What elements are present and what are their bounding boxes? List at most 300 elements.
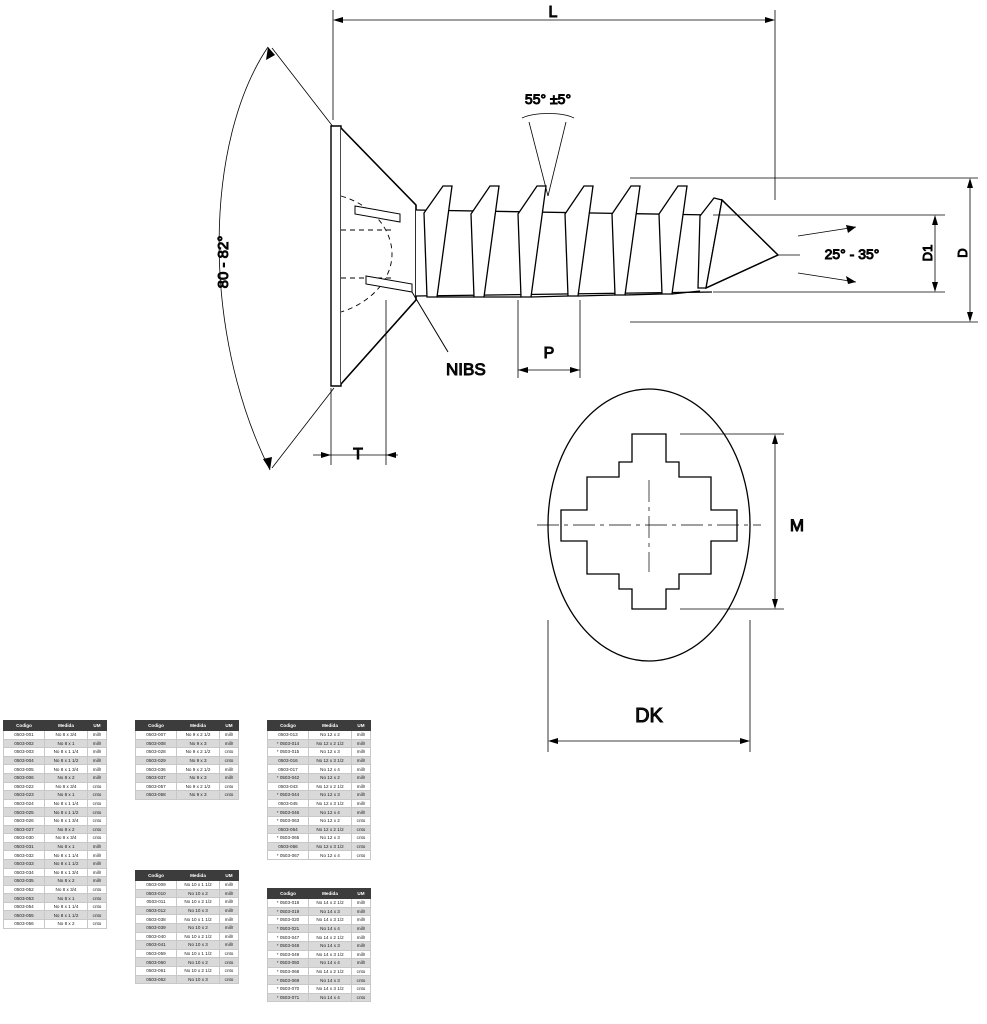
cell-medida: No 8 x 1 xyxy=(45,842,88,851)
cell-codigo: 0503-008 xyxy=(136,739,177,748)
cell-um: millr xyxy=(88,851,107,860)
screw-thread xyxy=(416,186,778,297)
cell-medida: No 9 x 2 1/2 xyxy=(177,782,220,791)
label-P: P xyxy=(543,345,555,362)
table-row xyxy=(4,816,107,825)
cell-medida: No 8 x 1 1/2 xyxy=(45,808,88,817)
cell-medida: No 10 x 2 xyxy=(177,889,220,898)
cell-um: cnto xyxy=(88,911,107,920)
cell-medida: No 12 x 3 xyxy=(309,748,352,757)
table-row xyxy=(268,993,371,1002)
cell-medida: No 12 x 3 xyxy=(309,791,352,800)
cell-um: millr xyxy=(220,923,239,932)
table-row xyxy=(268,782,371,791)
cell-codigo: 0503-025 xyxy=(4,808,45,817)
table-row xyxy=(4,894,107,903)
cell-codigo: 0503-033 xyxy=(4,859,45,868)
cell-codigo: 0503-012 xyxy=(136,906,177,915)
cell-medida: No 8 x 3/4 xyxy=(45,782,88,791)
col-codigo: Codigo xyxy=(4,721,45,731)
cell-um: cnto xyxy=(88,799,107,808)
cell-medida: No 8 x 1 1/2 xyxy=(45,911,88,920)
table-row xyxy=(4,920,107,929)
parts-table-2b xyxy=(135,870,239,984)
label-DK: DK xyxy=(635,705,663,727)
cell-codigo: 0503-029 xyxy=(136,756,177,765)
table-row xyxy=(268,816,371,825)
table-row xyxy=(136,906,239,915)
cell-um: cnto xyxy=(88,816,107,825)
cell-um: millr xyxy=(352,950,371,959)
table-row xyxy=(136,731,239,740)
cell-codigo: 0503-039 xyxy=(136,923,177,932)
cell-medida: No 8 x 1 xyxy=(45,739,88,748)
cell-medida: No 9 x 3 xyxy=(177,739,220,748)
cell-um: cnto xyxy=(88,920,107,929)
cell-codigo: * 0503-019 xyxy=(268,907,309,916)
table-row xyxy=(4,756,107,765)
cell-codigo: * 0503-020 xyxy=(268,916,309,925)
cell-um: millr xyxy=(352,799,371,808)
cell-medida: No 9 x 2 1/2 xyxy=(177,731,220,740)
table-row xyxy=(268,731,371,740)
table-row xyxy=(4,782,107,791)
cell-codigo: 0503-022 xyxy=(4,782,45,791)
cell-medida: No 8 x 2 xyxy=(45,773,88,782)
cell-medida: No 8 x 1 1/2 xyxy=(45,859,88,868)
col-medida: Medida xyxy=(309,721,352,731)
cell-codigo: 0503-032 xyxy=(4,851,45,860)
table-row xyxy=(136,915,239,924)
cell-codigo: 0503-017 xyxy=(268,765,309,774)
table-row xyxy=(268,907,371,916)
cell-medida: No 14 x 2 1/2 xyxy=(309,899,352,908)
table-row xyxy=(136,881,239,890)
table-row xyxy=(4,859,107,868)
cell-codigo: 0503-003 xyxy=(4,748,45,757)
cell-um: cnto xyxy=(88,834,107,843)
cell-um: cnto xyxy=(88,791,107,800)
cell-medida: No 9 x 2 1/2 xyxy=(177,765,220,774)
cell-um: cnto xyxy=(352,993,371,1002)
cell-medida: No 10 x 1 1/2 xyxy=(177,915,220,924)
cell-medida: No 8 x 1 3/4 xyxy=(45,868,88,877)
col-medida: Medida xyxy=(177,721,220,731)
cell-um: millr xyxy=(352,899,371,908)
cell-medida: No 14 x 4 xyxy=(309,993,352,1002)
table-row xyxy=(136,966,239,975)
cell-codigo: 0503-037 xyxy=(136,773,177,782)
cell-medida: No 12 x 3 1/2 xyxy=(309,799,352,808)
label-T: T xyxy=(353,446,363,463)
cell-medida: No 8 x 1 1/2 xyxy=(45,756,88,765)
cell-um: millr xyxy=(352,748,371,757)
cell-um: millr xyxy=(220,932,239,941)
cell-um: millr xyxy=(88,756,107,765)
cell-um: millr xyxy=(352,924,371,933)
cell-codigo: * 0503-067 xyxy=(268,851,309,860)
cell-codigo: 0503-011 xyxy=(136,898,177,907)
cell-codigo: 0503-026 xyxy=(4,816,45,825)
cell-um: cnto xyxy=(352,825,371,834)
cell-codigo: * 0503-021 xyxy=(268,924,309,933)
cell-um: millr xyxy=(220,881,239,890)
cell-medida: No 8 x 3/4 xyxy=(45,731,88,740)
table-row xyxy=(268,799,371,808)
cell-medida: No 9 x 3 xyxy=(177,756,220,765)
cell-codigo: 0503-040 xyxy=(136,932,177,941)
cell-medida: No 8 x 1 3/4 xyxy=(45,816,88,825)
table-row xyxy=(268,976,371,985)
cell-codigo: * 0503-048 xyxy=(268,941,309,950)
label-point-angle: 25° - 35° xyxy=(824,246,880,262)
cell-codigo: * 0503-014 xyxy=(268,739,309,748)
cell-um: cnto xyxy=(352,976,371,985)
table-body xyxy=(136,881,239,984)
table-row xyxy=(136,756,239,765)
cell-medida: No 12 x 2 1/2 xyxy=(309,825,352,834)
cell-codigo: * 0503-046 xyxy=(268,808,309,817)
cell-codigo: * 0503-049 xyxy=(268,950,309,959)
cell-medida: No 12 x 3 1/2 xyxy=(309,756,352,765)
table-row xyxy=(136,782,239,791)
cell-um: millr xyxy=(352,959,371,968)
cell-medida: No 10 x 2 1/2 xyxy=(177,932,220,941)
table-row xyxy=(4,911,107,920)
cell-medida: No 14 x 3 xyxy=(309,941,352,950)
table-row xyxy=(268,959,371,968)
screw-head xyxy=(331,126,416,386)
cell-medida: No 12 x 4 xyxy=(309,765,352,774)
cell-medida: No 9 x 3 xyxy=(177,791,220,800)
col-medida: Medida xyxy=(309,889,352,899)
cell-codigo: * 0503-015 xyxy=(268,748,309,757)
cell-medida: No 8 x 2 xyxy=(45,877,88,886)
cell-codigo: 0503-041 xyxy=(136,941,177,950)
cell-um: millr xyxy=(220,898,239,907)
col-um: UM xyxy=(88,721,107,731)
cell-codigo: 0503-035 xyxy=(4,877,45,886)
table-row xyxy=(268,765,371,774)
cell-codigo: * 0503-068 xyxy=(268,967,309,976)
cell-medida: No 12 x 3 1/2 xyxy=(309,842,352,851)
cell-medida: No 8 x 1 3/4 xyxy=(45,765,88,774)
cell-medida: No 10 x 1 1/2 xyxy=(177,949,220,958)
cell-medida: No 10 x 1 1/2 xyxy=(177,881,220,890)
cell-codigo: 0503-034 xyxy=(4,868,45,877)
cell-codigo: 0503-055 xyxy=(4,911,45,920)
col-um: UM xyxy=(352,889,371,899)
parts-table-3b xyxy=(267,888,371,1002)
cell-um: cnto xyxy=(352,851,371,860)
cell-medida: No 9 x 3 xyxy=(177,773,220,782)
cell-um: millr xyxy=(220,765,239,774)
cell-um: cnto xyxy=(352,984,371,993)
cell-medida: No 14 x 3 1/2 xyxy=(309,950,352,959)
table-row xyxy=(136,739,239,748)
cell-codigo: * 0503-044 xyxy=(268,791,309,800)
cell-codigo: 0503-004 xyxy=(4,756,45,765)
table-row xyxy=(136,765,239,774)
cell-um: millr xyxy=(88,877,107,886)
dim-P xyxy=(518,300,580,378)
cell-um: cnto xyxy=(88,894,107,903)
cell-um: cnto xyxy=(88,825,107,834)
table-row xyxy=(268,967,371,976)
table-row xyxy=(136,898,239,907)
col-codigo: Codigo xyxy=(136,721,177,731)
table-row xyxy=(268,950,371,959)
cell-codigo: * 0503-063 xyxy=(268,816,309,825)
cell-codigo: 0503-056 xyxy=(4,920,45,929)
cell-codigo: 0503-006 xyxy=(4,773,45,782)
col-codigo: Codigo xyxy=(136,871,177,881)
cell-medida: No 10 x 2 xyxy=(177,923,220,932)
cell-um: cnto xyxy=(88,885,107,894)
cell-medida: No 14 x 4 xyxy=(309,959,352,968)
cell-um: millr xyxy=(352,782,371,791)
cell-um: millr xyxy=(88,739,107,748)
cell-medida: No 8 x 3/4 xyxy=(45,834,88,843)
table-row xyxy=(4,731,107,740)
cell-codigo: 0503-057 xyxy=(136,782,177,791)
table-body xyxy=(4,731,107,929)
table-row xyxy=(268,808,371,817)
col-medida: Medida xyxy=(45,721,88,731)
cell-codigo: 0503-028 xyxy=(136,748,177,757)
cell-um: millr xyxy=(352,773,371,782)
cell-codigo: 0503-066 xyxy=(268,842,309,851)
cell-um: cnto xyxy=(220,748,239,757)
cell-um: millr xyxy=(220,889,239,898)
cell-codigo: 0503-027 xyxy=(4,825,45,834)
cell-codigo: 0503-016 xyxy=(268,756,309,765)
cell-um: millr xyxy=(352,739,371,748)
cell-medida: No 10 x 2 xyxy=(177,958,220,967)
cell-codigo: 0503-052 xyxy=(4,885,45,894)
table-row xyxy=(136,958,239,967)
col-medida: Medida xyxy=(177,871,220,881)
cell-um: millr xyxy=(220,739,239,748)
table-row xyxy=(4,808,107,817)
cell-codigo: * 0503-065 xyxy=(268,834,309,843)
cell-medida: No 12 x 3 xyxy=(309,834,352,843)
cell-codigo: 0503-058 xyxy=(136,791,177,800)
cell-medida: No 9 x 2 1/2 xyxy=(177,748,220,757)
cell-medida: No 12 x 2 xyxy=(309,731,352,740)
table-row xyxy=(4,842,107,851)
cell-medida: No 10 x 3 xyxy=(177,941,220,950)
cell-um: millr xyxy=(352,907,371,916)
cell-medida: No 8 x 2 xyxy=(45,825,88,834)
cell-codigo: 0503-038 xyxy=(136,915,177,924)
cell-codigo: 0503-024 xyxy=(4,799,45,808)
cell-codigo: 0503-001 xyxy=(4,731,45,740)
col-um: UM xyxy=(352,721,371,731)
cell-codigo: 0503-060 xyxy=(136,958,177,967)
label-D: D xyxy=(955,248,970,258)
cell-codigo: * 0503-042 xyxy=(268,773,309,782)
cell-um: millr xyxy=(88,859,107,868)
table-row xyxy=(4,825,107,834)
cell-um: millr xyxy=(88,748,107,757)
table-body xyxy=(268,731,371,860)
table-row xyxy=(4,773,107,782)
table-row xyxy=(4,851,107,860)
table-row xyxy=(268,899,371,908)
table-row xyxy=(268,825,371,834)
cell-um: millr xyxy=(88,731,107,740)
cell-medida: No 14 x 2 1/2 xyxy=(309,933,352,942)
table-row xyxy=(136,949,239,958)
cell-um: cnto xyxy=(88,808,107,817)
cell-um: cnto xyxy=(220,756,239,765)
cell-codigo: 0503-002 xyxy=(4,739,45,748)
table-row xyxy=(4,877,107,886)
table-row xyxy=(268,916,371,925)
table-row xyxy=(136,748,239,757)
cell-um: cnto xyxy=(220,791,239,800)
cell-codigo: * 0503-070 xyxy=(268,984,309,993)
cell-medida: No 12 x 2 xyxy=(309,773,352,782)
label-D1: D1 xyxy=(920,244,935,262)
cell-medida: No 12 x 2 xyxy=(309,816,352,825)
table-row xyxy=(4,799,107,808)
cell-codigo: 0503-023 xyxy=(4,791,45,800)
table-row xyxy=(4,765,107,774)
cell-medida: No 14 x 2 1/2 xyxy=(309,967,352,976)
table-row xyxy=(136,791,239,800)
cell-um: cnto xyxy=(88,782,107,791)
cell-medida: No 14 x 3 1/2 xyxy=(309,916,352,925)
table-row xyxy=(4,902,107,911)
cell-medida: No 10 x 3 xyxy=(177,906,220,915)
table-body xyxy=(268,899,371,1002)
cell-um: millr xyxy=(220,915,239,924)
cell-codigo: * 0503-050 xyxy=(268,959,309,968)
table-row xyxy=(136,923,239,932)
table-row xyxy=(4,739,107,748)
cell-um: cnto xyxy=(352,842,371,851)
cell-um: millr xyxy=(352,808,371,817)
label-M: M xyxy=(789,516,805,535)
col-um: UM xyxy=(220,871,239,881)
cell-um: millr xyxy=(220,773,239,782)
cell-codigo: * 0503-069 xyxy=(268,976,309,985)
cell-medida: No 8 x 3/4 xyxy=(45,885,88,894)
cell-um: millr xyxy=(220,906,239,915)
table-row xyxy=(268,984,371,993)
cell-codigo: * 0503-018 xyxy=(268,899,309,908)
cell-um: cnto xyxy=(220,966,239,975)
cell-um: millr xyxy=(352,933,371,942)
cell-um: millr xyxy=(220,941,239,950)
cell-um: millr xyxy=(88,765,107,774)
cell-medida: No 14 x 4 xyxy=(309,924,352,933)
cell-codigo: 0503-030 xyxy=(4,834,45,843)
table-row xyxy=(268,791,371,800)
cell-um: cnto xyxy=(220,958,239,967)
cell-medida: No 8 x 1 1/4 xyxy=(45,748,88,757)
cell-medida: No 10 x 2 1/2 xyxy=(177,898,220,907)
cell-codigo: 0503-062 xyxy=(136,975,177,984)
cell-um: millr xyxy=(88,842,107,851)
cell-codigo: 0503-031 xyxy=(4,842,45,851)
cell-codigo: 0503-007 xyxy=(136,731,177,740)
table-row xyxy=(136,773,239,782)
cell-um: cnto xyxy=(220,949,239,958)
dim-tip-angle xyxy=(522,114,574,197)
label-tip-angle: 55° ±5° xyxy=(524,91,572,107)
table-row xyxy=(136,932,239,941)
table-row xyxy=(268,933,371,942)
table-row xyxy=(136,889,239,898)
cell-um: cnto xyxy=(352,834,371,843)
table-row xyxy=(268,842,371,851)
cell-um: cnto xyxy=(220,782,239,791)
cell-medida: No 8 x 1 1/4 xyxy=(45,799,88,808)
cell-medida: No 12 x 4 xyxy=(309,851,352,860)
cell-codigo: * 0503-047 xyxy=(268,933,309,942)
table-row xyxy=(4,885,107,894)
table-row xyxy=(268,739,371,748)
table-row xyxy=(268,924,371,933)
cell-medida: No 14 x 3 xyxy=(309,976,352,985)
cell-medida: No 12 x 2 1/2 xyxy=(309,739,352,748)
cell-um: millr xyxy=(352,731,371,740)
cell-um: millr xyxy=(220,731,239,740)
table-row xyxy=(268,941,371,950)
table-row xyxy=(4,791,107,800)
cell-medida: No 8 x 2 xyxy=(45,920,88,929)
cell-medida: No 8 x 1 xyxy=(45,791,88,800)
cell-um: millr xyxy=(88,868,107,877)
cell-um: millr xyxy=(352,765,371,774)
cell-codigo: 0503-013 xyxy=(268,731,309,740)
cell-codigo: 0503-053 xyxy=(4,894,45,903)
cell-um: cnto xyxy=(88,902,107,911)
label-nibs: NIBS xyxy=(446,360,486,379)
table-row xyxy=(268,834,371,843)
cell-um: millr xyxy=(352,756,371,765)
cell-codigo: 0503-005 xyxy=(4,765,45,774)
cell-codigo: 0503-054 xyxy=(4,902,45,911)
cell-um: cnto xyxy=(352,816,371,825)
cell-codigo: 0503-059 xyxy=(136,949,177,958)
cell-codigo: 0503-036 xyxy=(136,765,177,774)
cell-medida: No 14 x 3 xyxy=(309,907,352,916)
cell-medida: No 10 x 3 xyxy=(177,975,220,984)
cell-medida: No 8 x 1 1/4 xyxy=(45,902,88,911)
cell-codigo: 0503-043 xyxy=(268,782,309,791)
table-row xyxy=(136,941,239,950)
cell-codigo: 0503-010 xyxy=(136,889,177,898)
cell-medida: No 12 x 2 1/2 xyxy=(309,782,352,791)
cell-codigo: * 0503-071 xyxy=(268,993,309,1002)
cell-medida: No 8 x 1 1/4 xyxy=(45,851,88,860)
cell-codigo: 0503-009 xyxy=(136,881,177,890)
cell-um: millr xyxy=(352,941,371,950)
parts-table-3a xyxy=(267,720,371,860)
cell-um: millr xyxy=(352,916,371,925)
label-L: L xyxy=(548,4,558,21)
cell-codigo: 0503-064 xyxy=(268,825,309,834)
dim-head-angle xyxy=(219,47,334,470)
cell-um: cnto xyxy=(352,967,371,976)
table-row xyxy=(136,975,239,984)
parts-table-1 xyxy=(3,720,107,929)
label-head-angle: 80 - 82° xyxy=(215,235,232,289)
